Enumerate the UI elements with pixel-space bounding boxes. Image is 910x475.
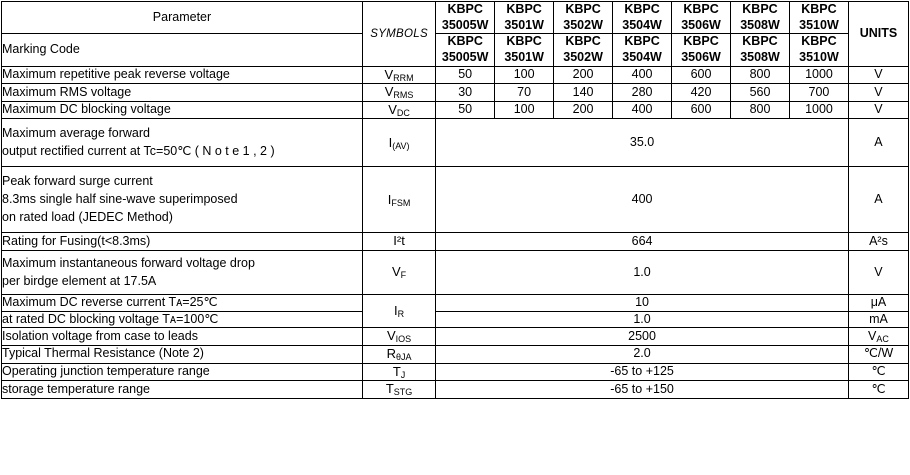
marking-code-1: KBPC 3501W	[495, 34, 554, 66]
unit-cell: ℃	[848, 363, 908, 381]
value-cell: 1000	[789, 101, 848, 119]
value-cell: 400	[613, 101, 672, 119]
unit-cell: μA	[848, 295, 908, 312]
symbol-sub: θJA	[396, 351, 412, 362]
marking-code-6: KBPC 3510W	[789, 34, 848, 66]
units-header: UNITS	[848, 2, 908, 67]
symbol-cell	[362, 66, 435, 84]
marking-code-label: Marking Code	[2, 34, 363, 66]
table-row	[2, 167, 909, 233]
parameter-label: Maximum DC reverse current Tᴀ=25℃	[2, 295, 363, 312]
symbol-main: V	[384, 66, 394, 82]
table-row	[2, 101, 909, 119]
parameter-line: Maximum instantaneous forward voltage drop	[2, 255, 255, 270]
unit-cell: mA	[848, 311, 908, 328]
symbol-cell	[362, 381, 435, 399]
unit-cell: A	[848, 119, 908, 167]
value-cell: 140	[554, 84, 613, 102]
table-row	[2, 328, 909, 346]
value-cell-span: 1.0	[436, 311, 849, 328]
symbol-cell	[362, 363, 435, 381]
symbols-header	[362, 2, 435, 67]
value-cell: 30	[436, 84, 495, 102]
part-number-header-5: KBPC 3508W	[731, 2, 790, 34]
unit-cell: A	[848, 167, 908, 233]
symbol-sub: J	[400, 369, 406, 380]
value-cell-span: 1.0	[436, 251, 849, 295]
symbol-main: R	[386, 345, 396, 361]
symbol-main: V	[391, 264, 401, 280]
parameter-label	[2, 119, 363, 167]
value-cell: 700	[789, 84, 848, 102]
parameter-label	[2, 251, 363, 295]
parameter-label: at rated DC blocking voltage Tᴀ=100℃	[2, 311, 363, 328]
value-cell-span: 35.0	[436, 119, 849, 167]
value-cell: 50	[436, 101, 495, 119]
unit-cell: V	[848, 251, 908, 295]
parameter-label: Maximum DC blocking voltage	[2, 101, 363, 119]
value-cell: 400	[613, 66, 672, 84]
value-cell: 1000	[789, 66, 848, 84]
value-cell: 420	[672, 84, 731, 102]
marking-code-2: KBPC 3502W	[554, 34, 613, 66]
table-row	[2, 84, 909, 102]
part-number-header-3: KBPC 3504W	[613, 2, 672, 34]
symbol-main: V	[384, 84, 394, 100]
symbol-sub: STG	[393, 387, 413, 398]
value-cell: 70	[495, 84, 554, 102]
parameter-label: Rating for Fusing(t<8.3ms)	[2, 233, 363, 251]
table-row	[2, 311, 909, 328]
symbol-sub: R	[397, 308, 405, 319]
symbol-main: I²t	[393, 233, 405, 249]
part-number-header-4: KBPC 3506W	[672, 2, 731, 34]
header-row-parameter	[2, 2, 909, 34]
symbol-cell	[362, 345, 435, 363]
table-row	[2, 363, 909, 381]
parameter-label: Maximum RMS voltage	[2, 84, 363, 102]
table-row	[2, 295, 909, 312]
value-cell: 50	[436, 66, 495, 84]
part-number-header-6: KBPC 3510W	[789, 2, 848, 34]
marking-code-3: KBPC 3504W	[613, 34, 672, 66]
table-row	[2, 233, 909, 251]
parameter-line: Maximum average forward	[2, 126, 150, 141]
symbol-main: I	[388, 134, 393, 150]
unit-main: V	[868, 328, 877, 343]
marking-code-0: KBPC 35005W	[436, 34, 495, 66]
parameter-label: Maximum repetitive peak reverse voltage	[2, 66, 363, 84]
value-cell: 800	[731, 101, 790, 119]
value-cell: 100	[495, 66, 554, 84]
parameter-title: Parameter	[2, 2, 363, 34]
value-cell: 560	[731, 84, 790, 102]
parameter-label: Operating junction temperature range	[2, 363, 363, 381]
part-number-header-2: KBPC 3502W	[554, 2, 613, 34]
parameter-label: storage temperature range	[2, 381, 363, 399]
unit-cell: V	[848, 84, 908, 102]
value-cell: 280	[613, 84, 672, 102]
parameter-label: Isolation voltage from case to leads	[2, 328, 363, 346]
value-cell: 600	[672, 66, 731, 84]
symbol-main: T	[392, 363, 401, 379]
unit-cell: ℃	[848, 381, 908, 399]
symbol-cell	[362, 233, 435, 251]
symbol-sub: FSM	[391, 197, 411, 208]
value-cell: 600	[672, 101, 731, 119]
unit-cell	[848, 328, 908, 346]
parameter-line: output rectified current at Tc=50℃ ( N o t e 1 , 2 )	[2, 143, 275, 158]
value-cell-span: -65 to +125	[436, 363, 849, 381]
symbol-cell	[362, 328, 435, 346]
parameter-line: per birdge element at 17.5A	[2, 273, 157, 288]
table-row	[2, 251, 909, 295]
value-cell-span: 400	[436, 167, 849, 233]
value-cell-span: 664	[436, 233, 849, 251]
symbol-main: T	[385, 381, 394, 397]
unit-sub: AC	[876, 333, 889, 344]
value-cell-span: -65 to +150	[436, 381, 849, 399]
symbol-cell	[362, 251, 435, 295]
part-number-header-0: KBPC 35005W	[436, 2, 495, 34]
symbol-sub: DC	[396, 107, 410, 118]
symbol-main: I	[387, 191, 392, 207]
symbol-cell	[362, 84, 435, 102]
marking-code-5: KBPC 3508W	[731, 34, 790, 66]
symbol-sub: (AV)	[392, 140, 410, 151]
parameter-line: Peak forward surge current	[2, 174, 153, 189]
value-cell-span: 2500	[436, 328, 849, 346]
unit-cell: V	[848, 101, 908, 119]
symbol-main: I	[394, 302, 398, 318]
parameter-line: on rated load (JEDEC Method)	[2, 209, 173, 224]
table-row	[2, 119, 909, 167]
symbol-cell	[362, 119, 435, 167]
marking-code-4: KBPC 3506W	[672, 34, 731, 66]
value-cell: 200	[554, 66, 613, 84]
table-row	[2, 345, 909, 363]
symbol-cell	[362, 101, 435, 119]
symbol-sub: RRM	[393, 72, 414, 83]
parameter-label: Typical Thermal Resistance (Note 2)	[2, 345, 363, 363]
symbols-header-label: SYMBOLS	[370, 27, 428, 40]
symbol-sub: RMS	[393, 90, 414, 101]
symbol-main: V	[386, 328, 396, 344]
parameter-label	[2, 167, 363, 233]
part-number-header-1: KBPC 3501W	[495, 2, 554, 34]
value-cell: 100	[495, 101, 554, 119]
table-row	[2, 381, 909, 399]
value-cell-span: 2.0	[436, 345, 849, 363]
header-row-marking-code	[2, 34, 909, 66]
value-cell: 200	[554, 101, 613, 119]
symbol-sub: F	[400, 270, 407, 281]
unit-cell: V	[848, 66, 908, 84]
table-row	[2, 66, 909, 84]
parameter-line: 8.3ms single half sine-wave superimposed	[2, 192, 238, 207]
specification-table	[1, 1, 909, 399]
symbol-main: V	[388, 101, 397, 117]
unit-cell: A²s	[848, 233, 908, 251]
symbol-sub: IOS	[395, 334, 412, 345]
symbol-cell	[362, 167, 435, 233]
value-cell: 800	[731, 66, 790, 84]
unit-cell: ℃/W	[848, 345, 908, 363]
symbol-cell	[362, 295, 435, 328]
value-cell-span: 10	[436, 295, 849, 312]
